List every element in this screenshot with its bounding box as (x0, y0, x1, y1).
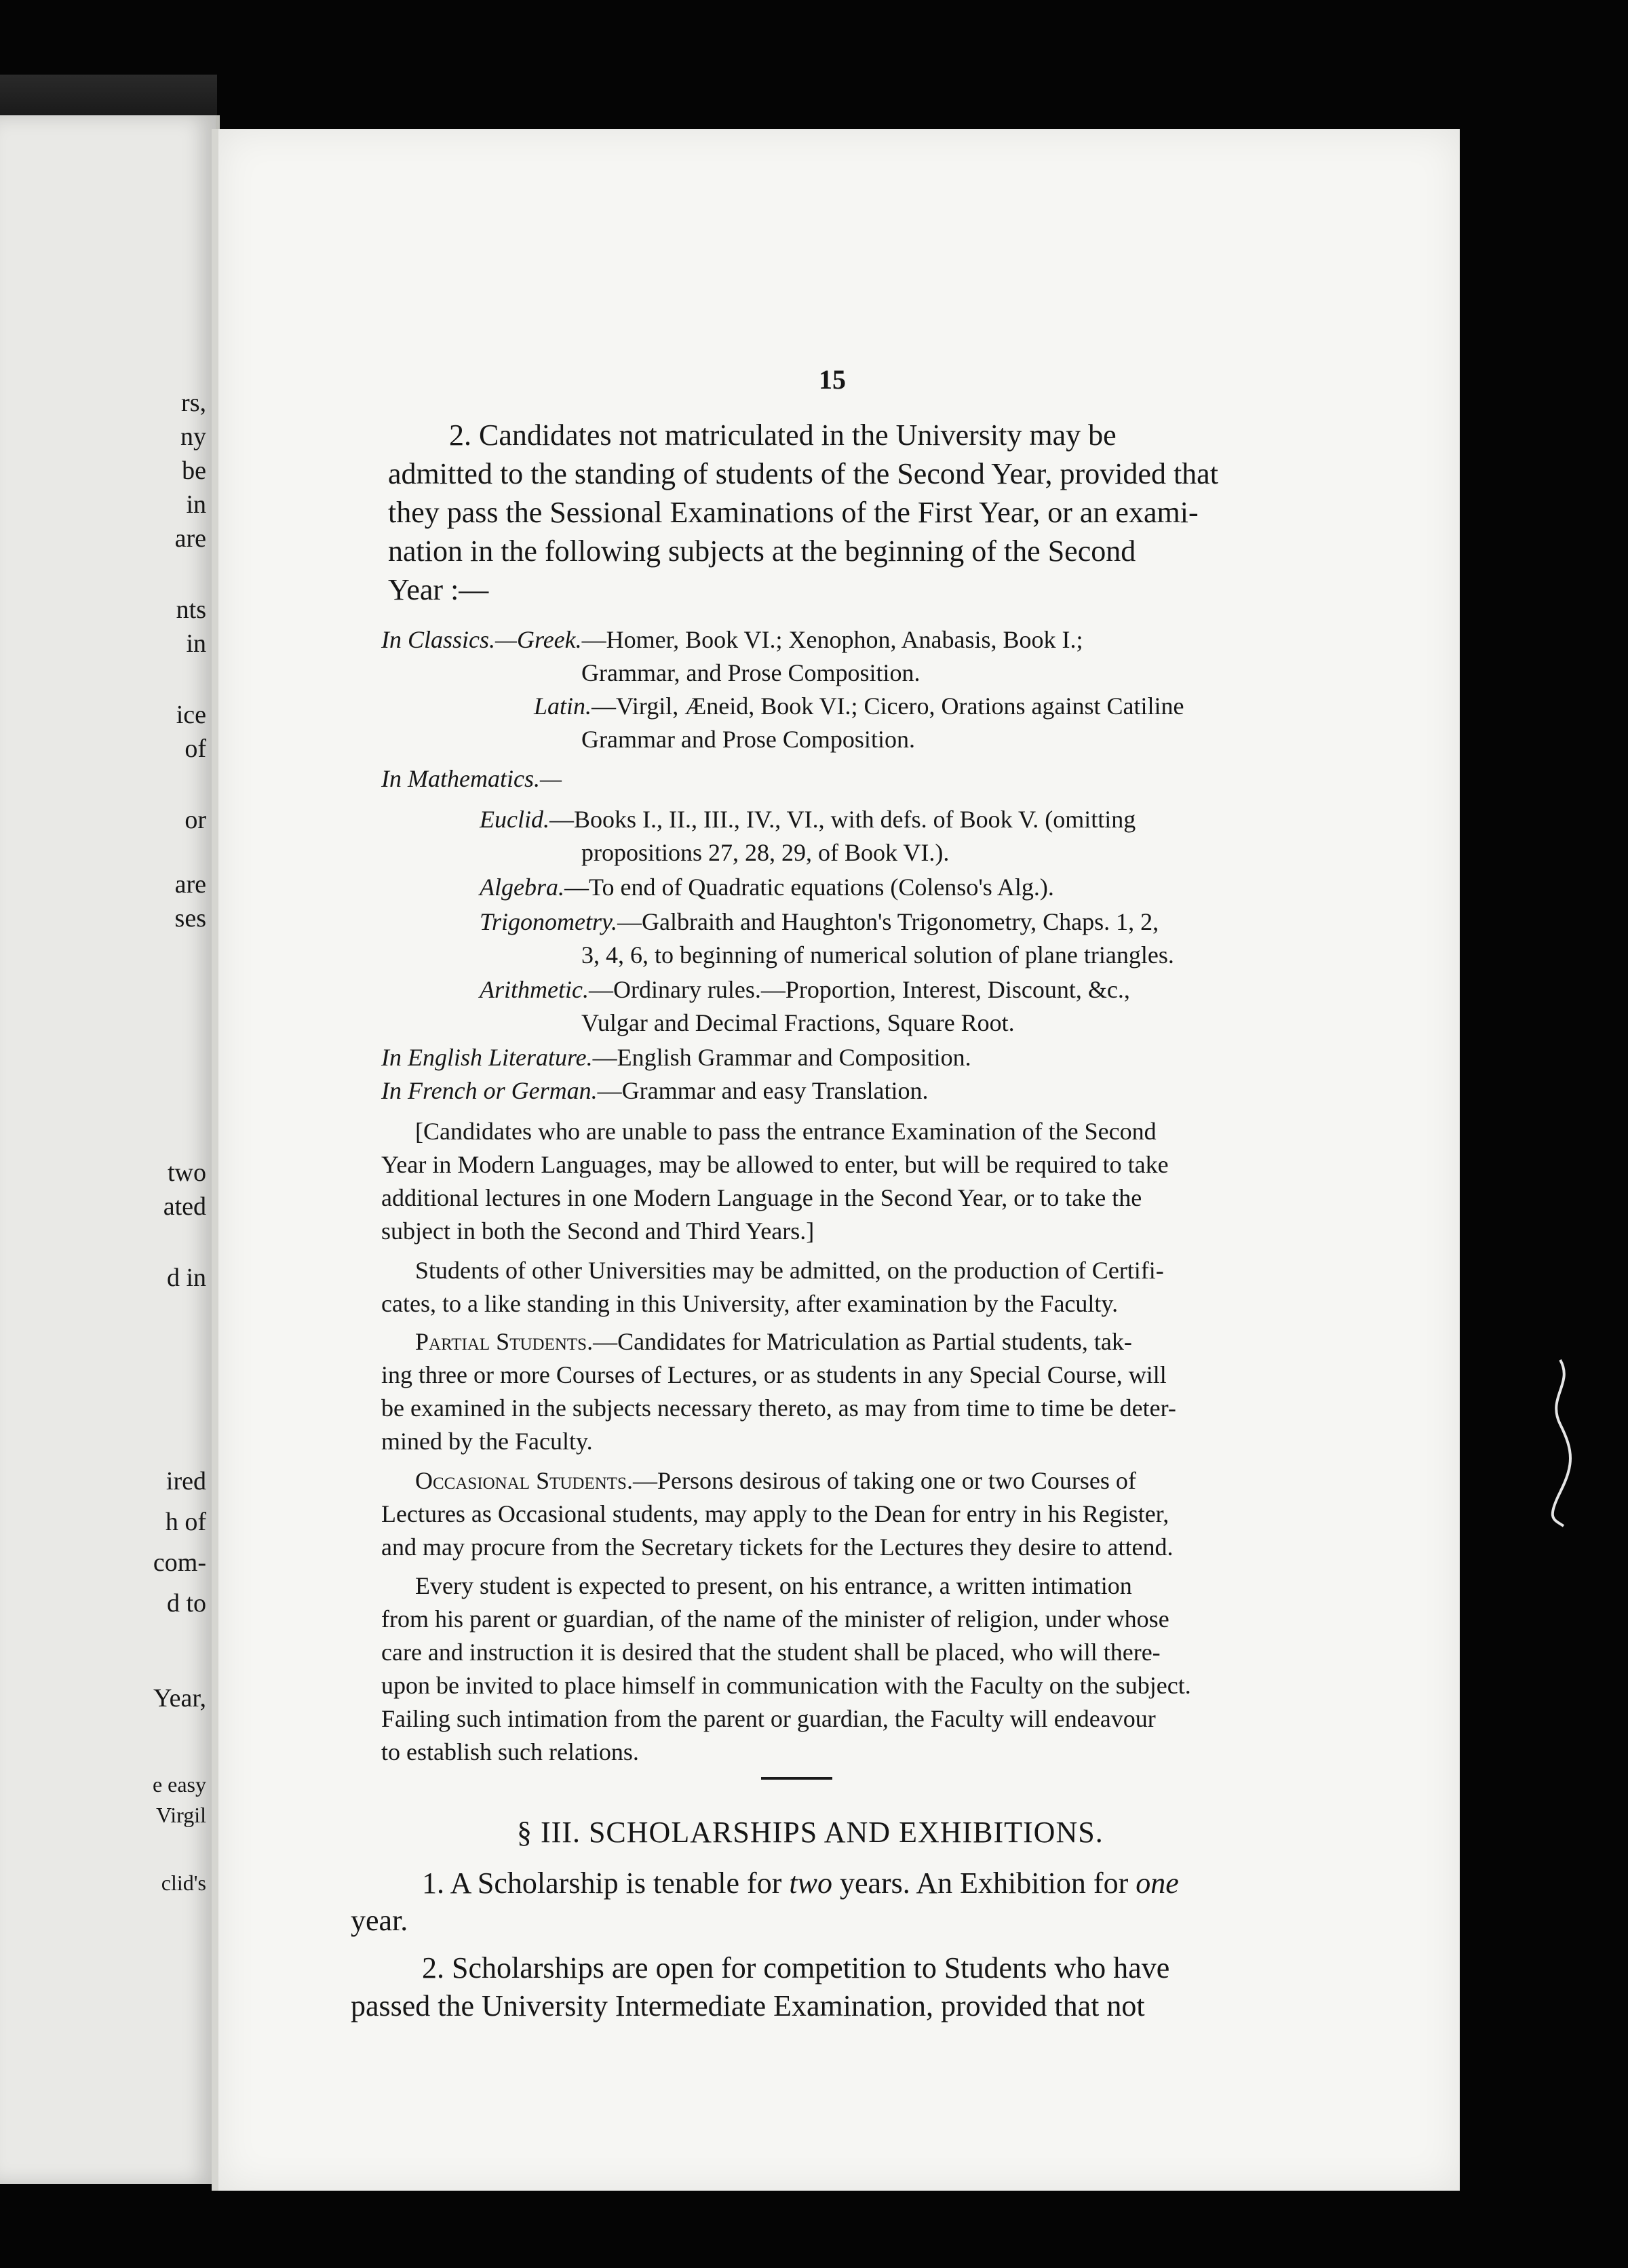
french-german-line (381, 1078, 929, 1103)
paragraph-line: Lectures as Occasional students, may apply to the Dean for entry in his Register, (381, 1500, 1169, 1527)
previous-page-fragment (0, 115, 220, 2184)
left-line-fragment: be (182, 456, 206, 485)
euclid-label: Euclid. (480, 806, 549, 833)
greek-text: —Homer, Book VI.; Xenophon, Anabasis, Book I.; (581, 626, 1083, 653)
algebra-text: —To end of Quadratic equations (Colenso's Alg.). (564, 874, 1054, 901)
paragraph-line: cates, to a like standing in this University, after examination by the Faculty. (381, 1290, 1119, 1317)
left-line-fragment: Year, (153, 1684, 206, 1713)
left-line-fragment: ired (166, 1467, 206, 1495)
paragraph-line: care and instruction it is desired that the student shall be placed, who will there- (381, 1639, 1161, 1666)
latin-label: Latin. (534, 692, 592, 720)
french-text: —Grammar and easy Translation. (597, 1077, 929, 1104)
english-literature-line (381, 1045, 971, 1070)
algebra-label: Algebra. (480, 874, 564, 901)
euclid-text: —Books I., II., III., IV., VI., with defs. of Book V. (omitting (549, 806, 1136, 833)
paragraph-line: and may procure from the Secretary tickets for the Lectures they desire to attend. (381, 1533, 1174, 1561)
arithmetic-label: Arithmetic. (480, 976, 589, 1003)
section-heading: § III. SCHOLARSHIPS AND EXHIBITIONS. (517, 1816, 1104, 1849)
scholarship-rule-1: 1. A Scholarship is tenable for two years. An Exhibition for one (422, 1866, 1179, 1900)
paragraph-line: 2. Candidates not matriculated in the University may be (449, 418, 1117, 452)
classics-greek-line (381, 627, 1083, 652)
paragraph-line: to establish such relations. (381, 1738, 639, 1765)
left-line-fragment: ice (176, 701, 206, 729)
left-line-fragment: in (186, 629, 206, 658)
greek-text-cont: Grammar, and Prose Composition. (581, 659, 920, 686)
document-page (212, 129, 1460, 2191)
left-line-fragment: nts (176, 595, 206, 624)
english-text: —English Grammar and Composition. (592, 1044, 971, 1071)
note-line: [Candidates who are unable to pass the entrance Examination of the Second (415, 1118, 1157, 1145)
trigonometry-label: Trigonometry. (480, 908, 618, 935)
left-line-fragment: d to (166, 1589, 206, 1618)
left-line-fragment: e easy (152, 1772, 206, 1797)
paragraph-line: 2. Scholarships are open for competition to Students who have (422, 1951, 1170, 1984)
left-line-fragment: in (186, 490, 206, 519)
left-line-fragment: of (185, 735, 206, 763)
left-line-fragment: ated (163, 1192, 206, 1221)
scholarship-rule-1-cont: year. (351, 1904, 408, 1937)
euclid-line (480, 807, 1136, 832)
trigonometry-text: —Galbraith and Haughton's Trigonometry, Chaps. 1, 2, (617, 908, 1159, 935)
classics-label: In Classics.—Greek. (381, 626, 582, 653)
occasional-students-line: Occasional Students.—Persons desirous of taking one or two Courses of (415, 1467, 1136, 1494)
paragraph-line: Every student is expected to present, on his entrance, a written intimation (415, 1572, 1132, 1599)
left-line-fragment: two (168, 1158, 206, 1187)
algebra-line (480, 875, 1054, 899)
note-line: additional lectures in one Modern Language in the Second Year, or to take the (381, 1184, 1142, 1211)
paragraph-line: from his parent or guardian, of the name of the minister of religion, under whose (381, 1605, 1169, 1632)
euclid-text-cont: propositions 27, 28, 29, of Book VI.). (581, 839, 950, 866)
squiggle-mark (1540, 1356, 1581, 1533)
page-number: 15 (819, 364, 846, 395)
left-line-fragment: are (174, 870, 206, 899)
paragraph-line: Students of other Universities may be admitted, on the production of Certifi- (415, 1257, 1164, 1284)
left-line-fragment: com- (153, 1548, 206, 1577)
left-line-fragment: Virgil (156, 1803, 206, 1827)
occasional-students-label: Occasional Students. (415, 1467, 633, 1494)
latin-text: —Virgil, Æneid, Book VI.; Cicero, Orations against Catiline (592, 692, 1184, 720)
arithmetic-line (480, 977, 1130, 1002)
latin-text-cont: Grammar and Prose Composition. (581, 726, 915, 753)
paragraph-line: Year :— (388, 573, 489, 606)
paragraph-line: mined by the Faculty. (381, 1428, 593, 1455)
paragraph-line: passed the University Intermediate Examination, provided that not (351, 1989, 1145, 2022)
partial-students-line: Partial Students.—Candidates for Matriculation as Partial students, tak- (415, 1328, 1132, 1355)
paragraph-line: be examined in the subjects necessary thereto, as may from time to time be deter- (381, 1394, 1176, 1422)
left-line-fragment: d in (166, 1264, 206, 1292)
left-line-fragment: clid's (161, 1871, 206, 1895)
note-line: subject in both the Second and Third Years.] (381, 1217, 815, 1245)
arithmetic-text-cont: Vulgar and Decimal Fractions, Square Root. (581, 1009, 1015, 1036)
left-line-fragment: or (185, 806, 206, 834)
note-line: Year in Modern Languages, may be allowed to enter, but will be required to take (381, 1151, 1169, 1178)
paragraph-line: admitted to the standing of students of the Second Year, provided that (388, 457, 1218, 490)
trigonometry-text-cont: 3, 4, 6, to beginning of numerical solution of plane triangles. (581, 941, 1174, 969)
paragraph-line: upon be invited to place himself in communication with the Faculty on the subject. (381, 1672, 1191, 1699)
left-line-fragment: rs, (181, 389, 206, 417)
paragraph-line: nation in the following subjects at the beginning of the Second (388, 534, 1136, 568)
section-divider (761, 1777, 832, 1780)
arithmetic-text: —Ordinary rules.—Proportion, Interest, Discount, &c., (588, 976, 1130, 1003)
french-label: In French or German. (381, 1077, 598, 1104)
left-line-fragment: are (174, 524, 206, 553)
left-line-fragment: ny (180, 423, 206, 451)
paragraph-line: Failing such intimation from the parent or guardian, the Faculty will endeavour (381, 1705, 1156, 1732)
partial-students-label: Partial Students. (415, 1328, 594, 1355)
latin-line (534, 694, 1184, 718)
left-line-fragment: h of (165, 1508, 206, 1536)
mathematics-label: In Mathematics.— (381, 765, 562, 792)
paragraph-line: they pass the Sessional Examinations of the First Year, or an exami- (388, 496, 1199, 529)
trigonometry-line (480, 910, 1159, 934)
paragraph-line: ing three or more Courses of Lectures, or as students in any Special Course, will (381, 1361, 1167, 1388)
left-line-fragment: ses (174, 904, 206, 933)
english-label: In English Literature. (381, 1044, 593, 1071)
